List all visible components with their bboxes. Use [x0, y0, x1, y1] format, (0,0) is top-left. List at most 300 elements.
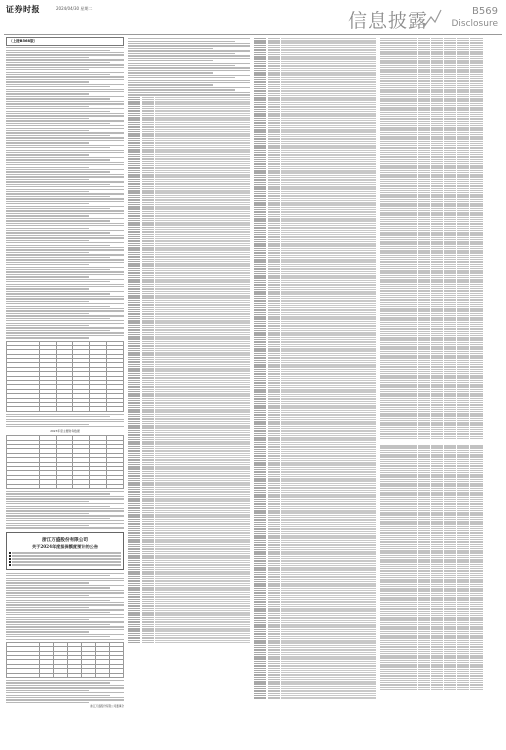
table-row — [380, 573, 502, 574]
list-item — [128, 275, 250, 276]
table-row — [380, 687, 502, 688]
table-row — [380, 564, 502, 565]
table-row — [380, 281, 502, 282]
list-item — [254, 449, 376, 450]
table-row — [380, 597, 502, 598]
list-item — [254, 68, 376, 69]
list-item — [254, 654, 376, 655]
list-item — [254, 656, 376, 657]
list-item — [128, 167, 250, 168]
list-item — [254, 225, 376, 226]
list-item — [254, 318, 376, 319]
list-item — [254, 198, 376, 199]
table-row — [380, 96, 502, 97]
table-row — [380, 599, 502, 600]
list-item — [254, 674, 376, 675]
table-row — [380, 118, 502, 119]
text-line — [6, 130, 89, 131]
list-item — [128, 103, 250, 104]
list-item — [254, 261, 376, 262]
list-item — [254, 241, 376, 242]
list-item — [254, 608, 376, 609]
text-line — [6, 527, 124, 528]
list-item — [254, 558, 376, 559]
list-item — [128, 505, 250, 506]
list-item — [254, 207, 376, 208]
table-row — [380, 71, 502, 72]
table-row — [380, 422, 502, 423]
list-item — [128, 206, 250, 207]
table-row — [380, 348, 502, 349]
list-item — [254, 661, 376, 662]
list-item — [128, 126, 250, 127]
text-line — [6, 503, 124, 504]
table-row — [380, 176, 502, 177]
list-item — [128, 311, 250, 312]
text-line — [6, 291, 124, 292]
list-item — [254, 426, 376, 427]
list-item — [128, 487, 250, 488]
list-item — [254, 291, 376, 292]
text-line — [6, 252, 89, 253]
text-line — [128, 92, 250, 93]
table-row — [380, 550, 502, 551]
table-row — [380, 555, 502, 556]
text-line — [128, 72, 213, 73]
text-line — [6, 288, 89, 289]
list-item — [254, 645, 376, 646]
list-item — [254, 439, 376, 440]
list-item — [254, 195, 376, 196]
list-item — [128, 519, 250, 520]
list-item — [254, 695, 376, 696]
list-item — [254, 369, 376, 370]
table-cell — [81, 673, 95, 677]
table-row — [380, 302, 502, 303]
list-item — [254, 125, 376, 126]
list-item — [254, 421, 376, 422]
table-row — [380, 595, 502, 596]
text-line — [6, 614, 124, 615]
list-item — [128, 179, 250, 180]
list-item — [128, 441, 250, 442]
table-row — [380, 152, 502, 153]
list-item — [128, 183, 250, 184]
list-item — [254, 595, 376, 596]
table-row — [380, 346, 502, 347]
text-line — [6, 72, 124, 73]
list-item — [254, 134, 376, 135]
table-row — [380, 436, 502, 437]
table-row — [380, 662, 502, 663]
table-row — [380, 228, 502, 229]
list-item — [254, 597, 376, 598]
text-line — [6, 296, 124, 297]
list-item — [254, 524, 376, 525]
list-item — [254, 168, 376, 169]
table-row — [380, 299, 502, 300]
table-row — [380, 465, 502, 466]
table-row — [380, 221, 502, 222]
list-item — [128, 131, 250, 132]
table-row — [380, 503, 502, 504]
list-item — [128, 484, 250, 485]
body-text-block — [6, 491, 124, 529]
text-line — [6, 699, 124, 700]
body-text-block — [6, 573, 124, 640]
list-item — [128, 528, 250, 529]
list-item — [128, 455, 250, 456]
list-item — [254, 129, 376, 130]
text-line — [6, 612, 110, 613]
text-line — [6, 240, 89, 241]
list-item — [254, 182, 376, 183]
list-item — [128, 279, 250, 280]
text-line — [128, 75, 250, 76]
list-item — [254, 337, 376, 338]
table-caption — [380, 441, 502, 444]
list-item — [128, 628, 250, 629]
list-item — [254, 535, 376, 536]
text-line — [6, 330, 110, 331]
trend-line-icon — [422, 8, 442, 30]
list-item — [254, 323, 376, 324]
text-line — [128, 63, 250, 64]
list-item — [254, 697, 376, 698]
table-row — [380, 459, 502, 460]
list-item — [128, 176, 250, 177]
list-item — [254, 346, 376, 347]
table-row — [380, 514, 502, 515]
list-item — [254, 455, 376, 456]
text-line — [6, 306, 110, 307]
list-item — [128, 329, 250, 330]
table-row — [380, 669, 502, 670]
table-row — [380, 559, 502, 560]
table-row — [380, 552, 502, 553]
list-item — [128, 503, 250, 504]
table-row — [380, 163, 502, 164]
text-line — [6, 218, 124, 219]
list-item — [254, 398, 376, 399]
list-item — [254, 508, 376, 509]
table-row — [380, 170, 502, 171]
table-row — [380, 526, 502, 527]
table-row — [380, 326, 502, 327]
table-row — [380, 174, 502, 175]
list-item — [254, 460, 376, 461]
table-row — [380, 664, 502, 665]
list-item — [128, 576, 250, 577]
list-item — [254, 563, 376, 564]
list-item — [254, 172, 376, 173]
text-line — [128, 53, 235, 54]
list-item — [254, 88, 376, 89]
table-row — [380, 129, 502, 130]
table-row — [380, 250, 502, 251]
list-item — [254, 138, 376, 139]
table-row — [380, 671, 502, 672]
text-line — [6, 308, 124, 309]
table-row — [380, 424, 502, 425]
list-item — [128, 295, 250, 296]
list-item — [128, 416, 250, 417]
list-item — [128, 252, 250, 253]
table-row — [380, 463, 502, 464]
list-item — [128, 530, 250, 531]
list-item — [128, 110, 250, 111]
list-item — [128, 614, 250, 615]
list-item — [128, 624, 250, 625]
text-line — [6, 682, 110, 683]
list-item — [128, 135, 250, 136]
list-item — [128, 243, 250, 244]
text-line — [6, 86, 110, 87]
table-cell — [39, 407, 56, 411]
text-line — [6, 162, 124, 163]
list-item — [128, 564, 250, 565]
table-row — [380, 407, 502, 408]
list-item — [128, 553, 250, 554]
list-item — [254, 663, 376, 664]
table-row — [380, 362, 502, 363]
table-row — [380, 154, 502, 155]
table-row — [380, 433, 502, 434]
list-item — [254, 572, 376, 573]
table-row — [380, 506, 502, 507]
list-item — [128, 400, 250, 401]
text-line — [6, 89, 124, 90]
table-row — [380, 255, 502, 256]
text-line — [6, 215, 89, 216]
list-item — [254, 239, 376, 240]
list-item — [254, 629, 376, 630]
list-item — [254, 250, 376, 251]
list-item — [254, 647, 376, 648]
list-item — [254, 385, 376, 386]
text-line — [6, 52, 124, 53]
list-item — [254, 583, 376, 584]
text-line — [6, 76, 124, 77]
list-item — [254, 157, 376, 158]
text-line — [128, 94, 250, 95]
table-cell — [107, 484, 124, 488]
text-line — [6, 424, 89, 425]
text-line — [6, 520, 124, 521]
list-item — [128, 478, 250, 479]
list-item — [254, 624, 376, 625]
list-item — [128, 240, 250, 241]
list-item — [254, 510, 376, 511]
table-row — [380, 268, 502, 269]
list-item — [254, 378, 376, 379]
list-item — [254, 668, 376, 669]
list-item — [254, 642, 376, 643]
table-row — [380, 395, 502, 396]
list-item — [254, 127, 376, 128]
list-item — [254, 177, 376, 178]
text-line — [128, 67, 250, 68]
text-line — [6, 619, 89, 620]
table-row — [380, 190, 502, 191]
table-row — [380, 488, 502, 489]
list-item — [254, 636, 376, 637]
financial-table — [6, 341, 124, 412]
list-item — [254, 264, 376, 265]
table-row — [380, 230, 502, 231]
text-line — [6, 201, 124, 202]
list-item — [254, 150, 376, 151]
list-item — [128, 407, 250, 408]
table-row — [380, 593, 502, 594]
table-row — [380, 210, 502, 211]
list-item — [254, 284, 376, 285]
list-item — [254, 626, 376, 627]
text-line — [6, 203, 89, 204]
text-line — [6, 145, 124, 146]
list-item — [254, 531, 376, 532]
table-row — [380, 512, 502, 513]
table-row — [380, 156, 502, 157]
list-item — [254, 42, 376, 43]
text-line — [6, 235, 124, 236]
text-line — [6, 59, 124, 60]
table-row — [380, 418, 502, 419]
list-item — [254, 40, 376, 41]
list-item — [128, 133, 250, 134]
list-item — [128, 500, 250, 501]
holdings-table — [380, 38, 502, 439]
table-row — [380, 234, 502, 235]
list-item — [128, 453, 250, 454]
list-item — [128, 256, 250, 257]
table-row — [380, 660, 502, 661]
list-item — [254, 446, 376, 447]
list-item — [128, 462, 250, 463]
table-row — [380, 322, 502, 323]
table-row — [380, 237, 502, 238]
list-item — [254, 77, 376, 78]
table-row — [380, 535, 502, 536]
table-row — [380, 103, 502, 104]
list-item — [254, 405, 376, 406]
list-item — [128, 172, 250, 173]
list-item — [254, 355, 376, 356]
table-row — [380, 114, 502, 115]
list-item — [254, 287, 376, 288]
list-item — [128, 498, 250, 499]
list-item — [254, 672, 376, 673]
table-row — [380, 243, 502, 244]
text-line — [6, 501, 89, 502]
list-item — [128, 526, 250, 527]
table-row — [380, 141, 502, 142]
list-item — [128, 284, 250, 285]
list-item — [128, 423, 250, 424]
list-item — [128, 580, 250, 581]
list-item — [128, 195, 250, 196]
table-row — [380, 528, 502, 529]
table-row — [380, 127, 502, 128]
list-item — [128, 247, 250, 248]
table-row — [380, 49, 502, 50]
list-item — [254, 293, 376, 294]
list-item — [254, 362, 376, 363]
list-item — [128, 236, 250, 237]
table-row — [380, 613, 502, 614]
text-line — [6, 132, 124, 133]
text-line — [128, 60, 213, 61]
list-item — [254, 419, 376, 420]
text-line — [6, 597, 124, 598]
list-item — [254, 679, 376, 680]
list-item — [254, 414, 376, 415]
table-row — [380, 673, 502, 674]
table-row — [380, 537, 502, 538]
list-item — [254, 54, 376, 55]
list-item — [128, 489, 250, 490]
text-line — [6, 496, 124, 497]
list-item — [254, 407, 376, 408]
list-item — [254, 141, 376, 142]
text-line — [6, 57, 89, 58]
list-item — [128, 468, 250, 469]
list-item — [128, 268, 250, 269]
table-row — [380, 304, 502, 305]
list-item — [254, 49, 376, 50]
table-row — [380, 179, 502, 180]
table-row — [380, 217, 502, 218]
table-row — [380, 470, 502, 471]
table-row — [380, 588, 502, 589]
list-item — [128, 599, 250, 600]
text-line — [6, 93, 89, 94]
list-item — [254, 588, 376, 589]
table-caption: 2023年度主要财务数据 — [50, 429, 80, 434]
table-row — [380, 675, 502, 676]
list-item — [254, 574, 376, 575]
table-row — [380, 112, 502, 113]
table-row — [380, 546, 502, 547]
page-number: B569 — [472, 6, 498, 17]
list-item — [128, 507, 250, 508]
list-item — [254, 677, 376, 678]
list-item — [128, 464, 250, 465]
list-item — [254, 389, 376, 390]
list-item — [254, 334, 376, 335]
list-item — [254, 391, 376, 392]
text-line — [6, 128, 124, 129]
table-row — [380, 678, 502, 679]
text-line — [6, 631, 89, 632]
list-item — [254, 72, 376, 73]
table-row — [380, 83, 502, 84]
list-item — [128, 272, 250, 273]
list-item — [254, 540, 376, 541]
list-item — [128, 516, 250, 517]
table-row — [380, 548, 502, 549]
column-3 — [254, 37, 376, 745]
text-line — [6, 230, 124, 231]
table-row — [380, 246, 502, 247]
table-row — [380, 606, 502, 607]
list-item — [254, 556, 376, 557]
text-line — [6, 135, 110, 136]
list-item — [128, 163, 250, 164]
list-item — [128, 291, 250, 292]
list-item — [254, 234, 376, 235]
list-item — [128, 192, 250, 193]
